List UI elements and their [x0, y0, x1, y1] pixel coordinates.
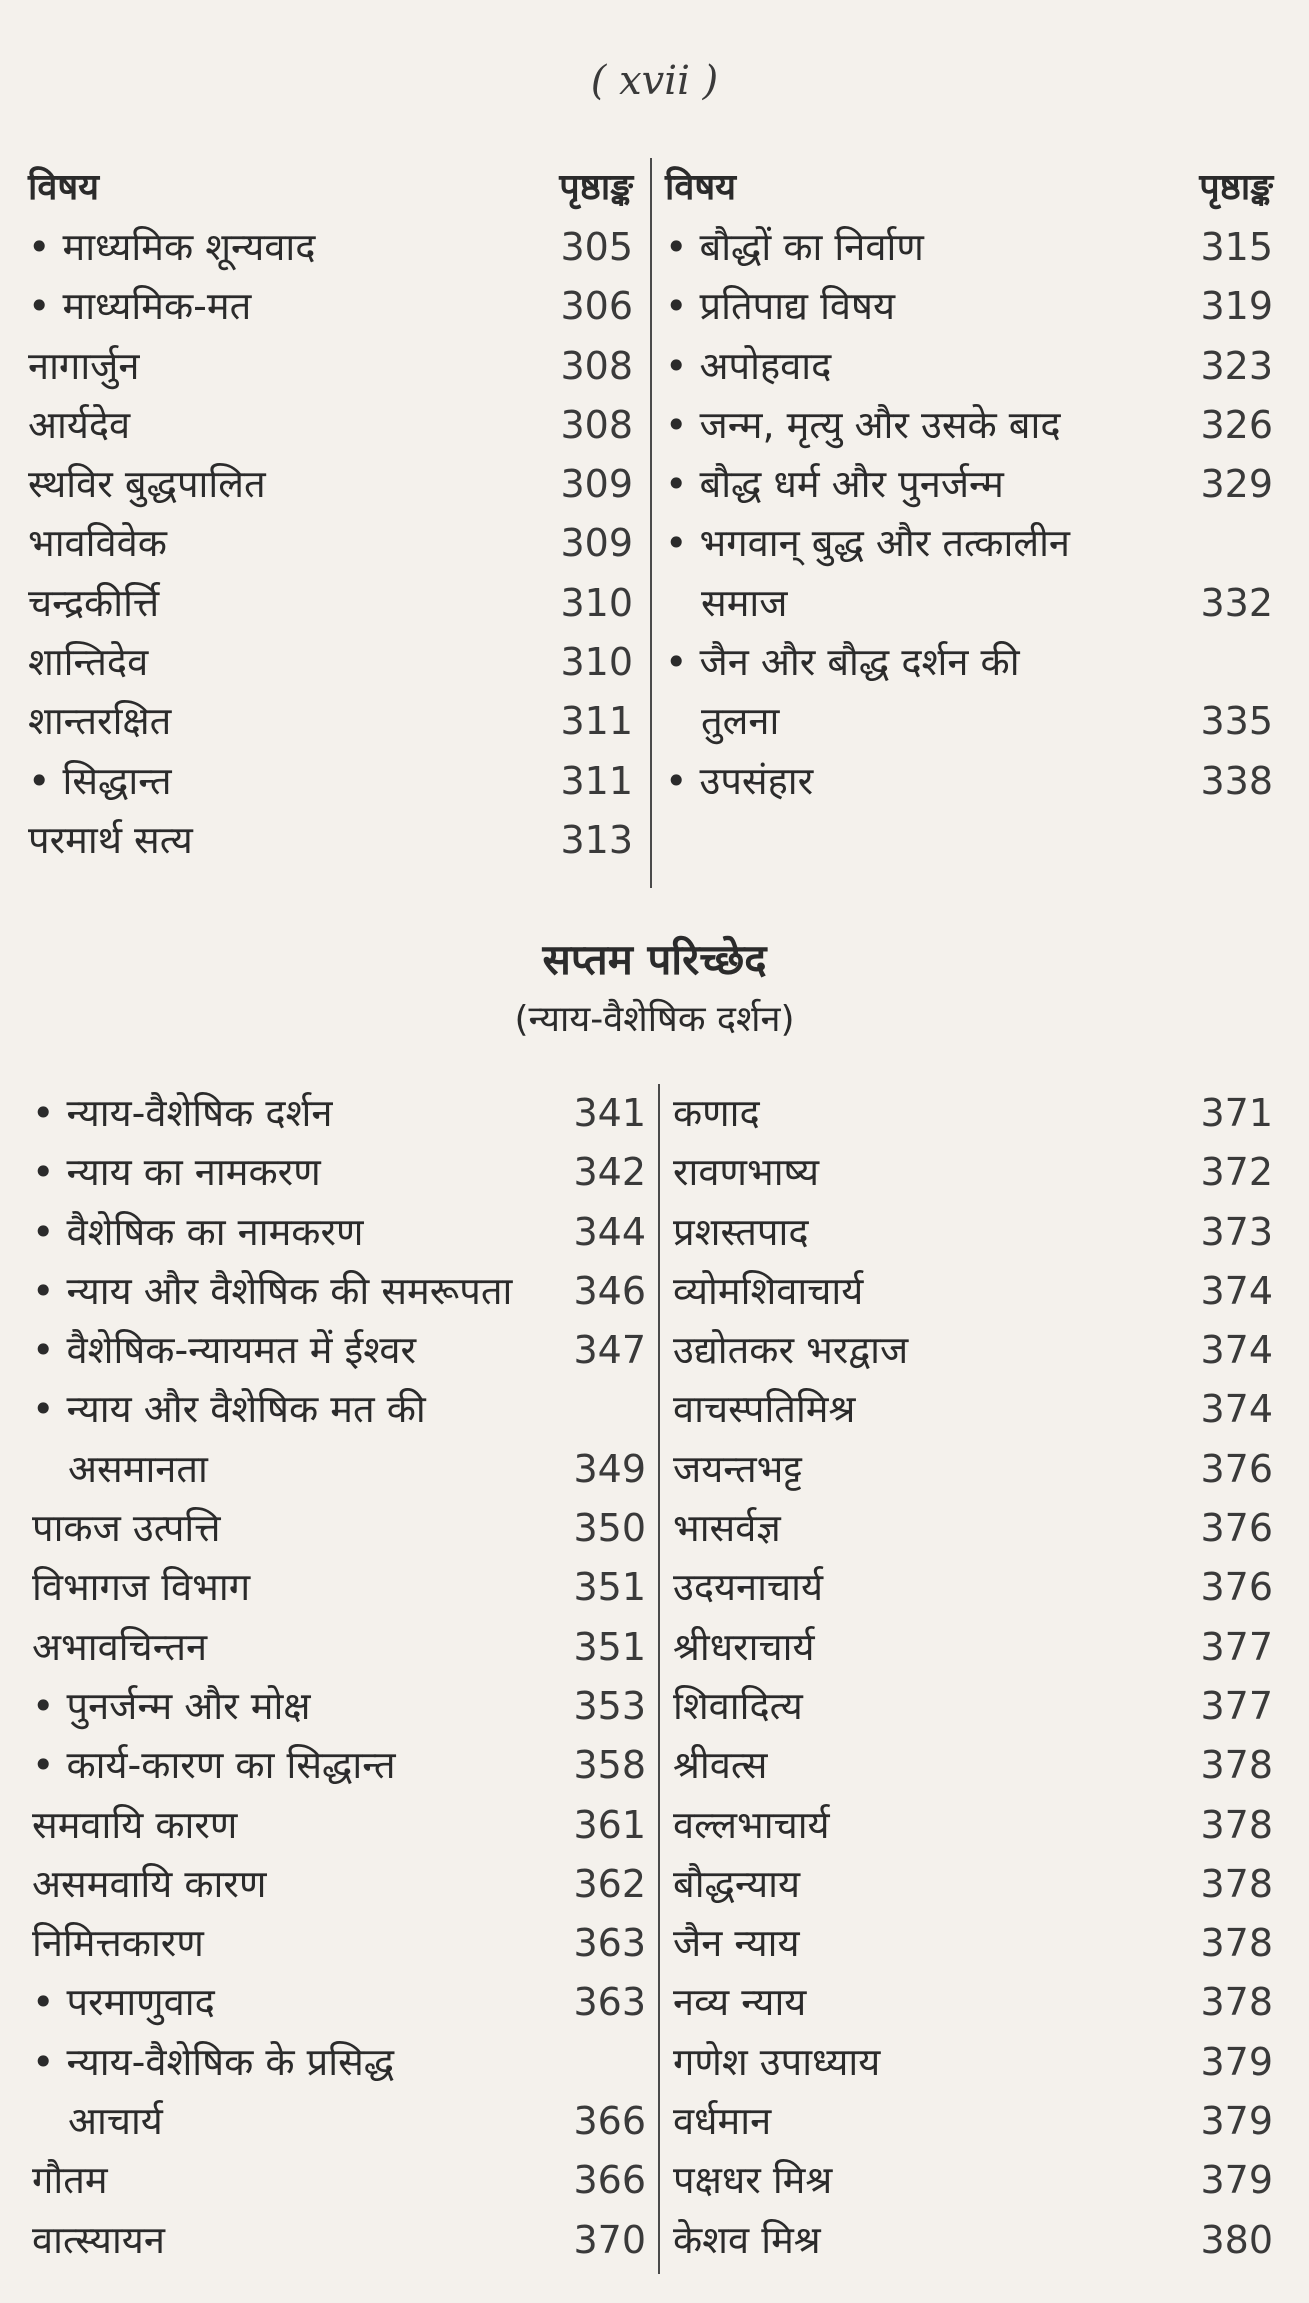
column-divider [658, 1084, 660, 2274]
entry-page-number: 326 [1200, 402, 1273, 447]
entry-title: आर्यदेव [28, 402, 131, 447]
index-entry [673, 1618, 1273, 1677]
index-entry [665, 752, 1273, 811]
entry-list [28, 218, 633, 870]
entry-page-number: 377 [1200, 1683, 1273, 1728]
index-entry [665, 455, 1273, 514]
entry-page-number: 353 [573, 1683, 646, 1728]
entry-page-number: 319 [1200, 284, 1273, 329]
entry-title: विभागज विभाग [32, 1565, 251, 1610]
entry-page-number: 349 [573, 1446, 646, 1491]
index-entry [32, 2151, 646, 2210]
chapter-heading [0, 930, 1309, 1050]
entry-title: • उपसंहार [665, 758, 814, 803]
index-entry [32, 1321, 646, 1380]
header-subject: विषय [665, 167, 737, 208]
entry-page-number: 366 [573, 2099, 646, 2144]
entry-page-number: 305 [560, 225, 633, 269]
index-entry [673, 1203, 1273, 1262]
entry-page-number: 344 [573, 1209, 646, 1254]
index-entry [673, 1499, 1273, 1558]
bottom-right-column [673, 1084, 1273, 2270]
index-entry [673, 1558, 1273, 1617]
entry-list [673, 1084, 1273, 2270]
entry-page-number: 347 [573, 1328, 646, 1373]
entry-title: श्रीवत्स [673, 1743, 768, 1788]
index-entry [32, 1914, 646, 1973]
index-entry [665, 277, 1273, 336]
index-entry [32, 2211, 646, 2270]
column-divider [650, 158, 652, 888]
top-left-column [28, 158, 633, 870]
entry-title: समवायि कारण [32, 1802, 238, 1847]
entry-title: शिवादित्य [673, 1683, 803, 1728]
entry-title: • बौद्ध धर्म और पुनर्जन्म [665, 462, 1004, 507]
index-entry [32, 1558, 646, 1617]
entry-title: स्थविर बुद्धपालित [28, 462, 266, 507]
index-entry [28, 633, 633, 692]
entry-page-number: 315 [1200, 225, 1273, 269]
index-entry [673, 1084, 1273, 1143]
entry-page-number: 363 [573, 1980, 646, 2025]
entry-title: बौद्धन्याय [673, 1861, 801, 1906]
entry-title: • प्रतिपाद्य विषय [665, 284, 896, 329]
index-entry [32, 1262, 646, 1321]
entry-page-number: 378 [1200, 1861, 1273, 1906]
entry-list [665, 218, 1273, 811]
column-header [28, 158, 633, 218]
header-page: पृष्ठाङ्क [1199, 167, 1273, 208]
entry-page-number: 309 [560, 521, 633, 566]
entry-title: • न्याय-वैशेषिक दर्शन [32, 1091, 333, 1135]
index-entry [28, 337, 633, 396]
entry-page-number: 378 [1200, 1743, 1273, 1788]
index-entry [32, 2033, 646, 2092]
entry-page-number: 376 [1200, 1446, 1273, 1491]
entry-title: चन्द्रकीर्त्ति [28, 580, 160, 625]
entry-list [32, 1084, 646, 2270]
entry-page-number: 373 [1200, 1209, 1273, 1254]
entry-page-number: 306 [560, 284, 633, 329]
entry-title: • बौद्धों का निर्वाण [665, 225, 924, 269]
entry-page-number: 379 [1200, 2039, 1273, 2084]
index-entry [665, 337, 1273, 396]
index-entry [32, 1677, 646, 1736]
entry-title: नव्य न्याय [673, 1980, 807, 2025]
column-header [665, 158, 1273, 218]
entry-title: उदयनाचार्य [673, 1565, 823, 1610]
entry-page-number: 378 [1200, 1980, 1273, 2025]
entry-page-number: 351 [573, 1624, 646, 1669]
entry-page-number: 342 [573, 1150, 646, 1195]
entry-title: • माध्यमिक शून्यवाद [28, 225, 316, 269]
index-entry [673, 2092, 1273, 2151]
entry-page-number: 377 [1200, 1624, 1273, 1669]
entry-title: जयन्तभट्ट [673, 1446, 802, 1491]
entry-page-number: 332 [1200, 580, 1273, 625]
entry-title: नागार्जुन [28, 343, 140, 388]
entry-title: • जन्म, मृत्यु और उसके बाद [665, 402, 1061, 447]
entry-title: प्रशस्तपाद [673, 1209, 809, 1254]
entry-title: असमवायि कारण [32, 1861, 267, 1906]
entry-page-number: 374 [1200, 1387, 1273, 1432]
entry-title: वात्स्यायन [32, 2217, 165, 2262]
entry-title: • वैशेषिक-न्यायमत में ईश्वर [32, 1328, 417, 1373]
index-entry [32, 1084, 646, 1143]
entry-title: वाचस्पतिमिश्र [673, 1387, 856, 1432]
index-entry [673, 2033, 1273, 2092]
index-entry [28, 752, 633, 811]
entry-page-number: 380 [1200, 2217, 1273, 2262]
entry-page-number: 372 [1200, 1150, 1273, 1195]
index-entry [673, 2151, 1273, 2210]
entry-title: • न्याय और वैशेषिक मत की [32, 1387, 426, 1432]
index-entry [673, 1262, 1273, 1321]
entry-page-number: 370 [573, 2217, 646, 2262]
entry-page-number: 374 [1200, 1268, 1273, 1313]
entry-page-number: 358 [573, 1743, 646, 1788]
entry-title: उद्योतकर भरद्वाज [673, 1328, 909, 1373]
index-entry [28, 277, 633, 336]
entry-page-number: 351 [573, 1565, 646, 1610]
entry-page-number: 378 [1200, 1921, 1273, 1966]
entry-page-number: 378 [1200, 1802, 1273, 1847]
entry-title: भासर्वज्ञ [673, 1506, 781, 1551]
index-entry [665, 574, 1273, 633]
entry-title: केशव मिश्र [673, 2217, 821, 2262]
entry-page-number: 338 [1200, 758, 1273, 803]
entry-page-number: 310 [560, 580, 633, 625]
index-entry [673, 1973, 1273, 2032]
page-number: ( xvii ) [590, 58, 719, 104]
top-index-section [28, 158, 1273, 898]
index-entry [32, 1380, 646, 1439]
entry-title: गौतम [32, 2158, 108, 2203]
index-entry [32, 1796, 646, 1855]
chapter-title: सप्तम परिच्छेद [542, 935, 767, 984]
index-entry [32, 1855, 646, 1914]
entry-page-number: 374 [1200, 1328, 1273, 1373]
entry-title: तुलना [701, 699, 780, 744]
entry-title: • वैशेषिक का नामकरण [32, 1209, 364, 1254]
index-entry [28, 514, 633, 573]
index-entry [32, 1143, 646, 1202]
header-page: पृष्ठाङ्क [559, 167, 633, 208]
entry-page-number: 350 [573, 1506, 646, 1551]
entry-page-number: 379 [1200, 2158, 1273, 2203]
entry-title: असमानता [68, 1446, 208, 1491]
entry-page-number: 346 [573, 1268, 646, 1313]
index-entry [665, 514, 1273, 573]
index-entry [32, 1973, 646, 2032]
index-entry [673, 1855, 1273, 1914]
index-entry [673, 1143, 1273, 1202]
entry-title: शान्तरक्षित [28, 699, 172, 744]
entry-page-number: 376 [1200, 1565, 1273, 1610]
entry-title: • न्याय-वैशेषिक के प्रसिद्ध [32, 2039, 395, 2084]
index-entry [32, 2092, 646, 2151]
entry-title: अभावचिन्तन [32, 1624, 208, 1669]
entry-title: निमित्तकारण [32, 1921, 204, 1966]
index-entry [665, 396, 1273, 455]
chapter-subtitle: (न्याय-वैशेषिक दर्शन) [514, 999, 795, 1040]
entry-page-number: 335 [1200, 699, 1273, 744]
bottom-left-column [32, 1084, 646, 2270]
entry-title: • परमाणुवाद [32, 1980, 215, 2025]
entry-title: श्रीधराचार्य [673, 1624, 815, 1669]
index-entry [28, 811, 633, 870]
entry-page-number: 379 [1200, 2099, 1273, 2144]
entry-title: • न्याय और वैशेषिक की समरूपता [32, 1268, 513, 1313]
index-entry [673, 1380, 1273, 1439]
entry-page-number: 311 [560, 758, 633, 803]
bottom-index-section [28, 1084, 1273, 2284]
index-entry [28, 218, 633, 277]
index-entry [32, 1440, 646, 1499]
index-entry [32, 1736, 646, 1795]
index-entry [28, 455, 633, 514]
entry-page-number: 366 [573, 2158, 646, 2203]
top-right-column [665, 158, 1273, 811]
entry-page-number: 308 [560, 402, 633, 447]
entry-title: • पुनर्जन्म और मोक्ष [32, 1683, 311, 1728]
entry-title: आचार्य [68, 2099, 163, 2144]
index-entry [665, 218, 1273, 277]
entry-page-number: 329 [1200, 462, 1273, 507]
index-entry [28, 692, 633, 751]
index-entry [32, 1618, 646, 1677]
entry-title: • सिद्धान्त [28, 758, 172, 803]
index-entry [28, 574, 633, 633]
index-entry [673, 1440, 1273, 1499]
entry-title: परमार्थ सत्य [28, 817, 193, 862]
entry-title: गणेश उपाध्याय [673, 2039, 881, 2084]
index-entry [32, 1499, 646, 1558]
entry-title: • कार्य-कारण का सिद्धान्त [32, 1743, 396, 1788]
index-entry [665, 633, 1273, 692]
entry-title: • अपोहवाद [665, 343, 832, 388]
entry-page-number: 371 [1200, 1091, 1273, 1135]
entry-title: समाज [701, 580, 788, 625]
entry-page-number: 376 [1200, 1506, 1273, 1551]
index-entry [32, 1203, 646, 1262]
entry-title: जैन न्याय [673, 1921, 800, 1966]
index-entry [673, 2211, 1273, 2270]
entry-title: कणाद [673, 1091, 760, 1135]
entry-page-number: 308 [560, 343, 633, 388]
entry-page-number: 311 [560, 699, 633, 744]
entry-page-number: 310 [560, 640, 633, 685]
entry-page-number: 313 [560, 817, 633, 862]
index-entry [673, 1914, 1273, 1973]
entry-page-number: 362 [573, 1861, 646, 1906]
entry-title: वर्धमान [673, 2099, 772, 2144]
index-entry [28, 396, 633, 455]
entry-page-number: 323 [1200, 343, 1273, 388]
header-subject: विषय [28, 167, 100, 208]
index-entry [665, 692, 1273, 751]
entry-title: पाकज उत्पत्ति [32, 1506, 221, 1551]
index-entry [673, 1677, 1273, 1736]
entry-title: • न्याय का नामकरण [32, 1150, 321, 1195]
entry-title: • माध्यमिक-मत [28, 284, 252, 329]
entry-page-number: 309 [560, 462, 633, 507]
entry-page-number: 361 [573, 1802, 646, 1847]
entry-title: व्योमशिवाचार्य [673, 1268, 864, 1313]
entry-title: वल्लभाचार्य [673, 1802, 830, 1847]
index-entry [673, 1736, 1273, 1795]
index-entry [673, 1796, 1273, 1855]
entry-page-number: 363 [573, 1921, 646, 1966]
entry-title: पक्षधर मिश्र [673, 2158, 833, 2203]
entry-page-number: 341 [573, 1091, 646, 1135]
entry-title: • जैन और बौद्ध दर्शन की [665, 640, 1020, 685]
entry-title: रावणभाष्य [673, 1150, 820, 1195]
entry-title: शान्तिदेव [28, 640, 149, 685]
entry-title: भावविवेक [28, 521, 167, 566]
entry-title: • भगवान् बुद्ध और तत्कालीन [665, 521, 1071, 566]
index-entry [673, 1321, 1273, 1380]
